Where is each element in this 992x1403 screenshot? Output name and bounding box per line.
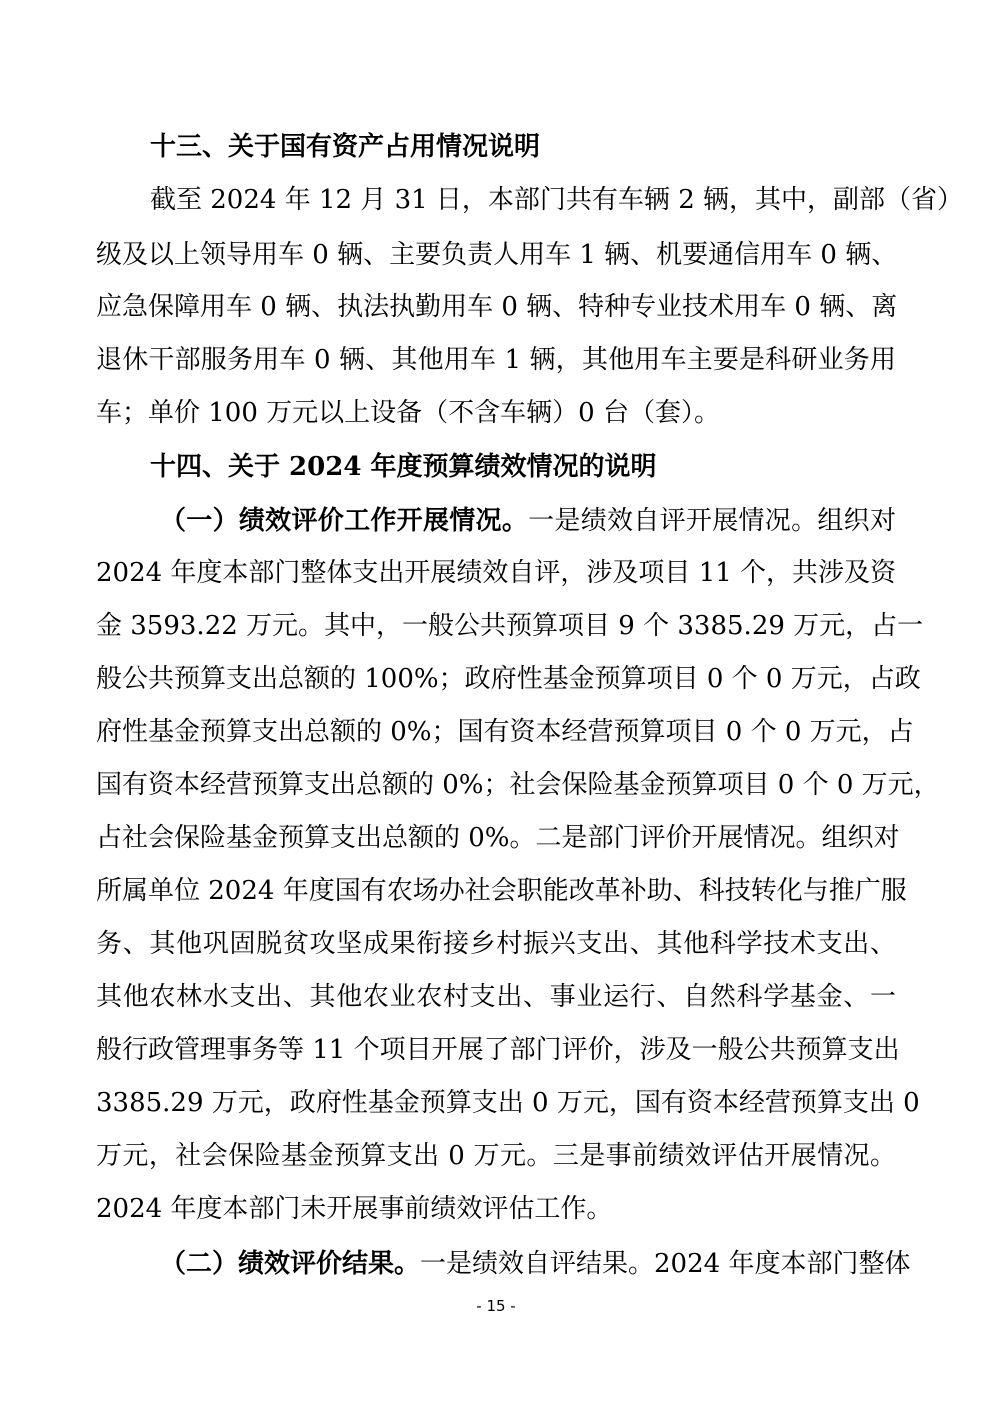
- page-number: - 15 -: [476, 1297, 516, 1315]
- section-14-paragraph-1-first-line: [160, 495, 896, 547]
- paragraph-2-first-line-text: 一是绩效自评结果。2024 年度本部门整体: [420, 1249, 911, 1279]
- paragraph-1-line: 府性基金预算支出总额的 0%；国有资本经营预算项目 0 个 0 万元，占: [96, 717, 914, 747]
- paragraph-1-line: 所属单位 2024 年度国有农场办社会职能改革补助、科技转化与推广服: [96, 876, 907, 906]
- section-14-heading: 十四、关于 2024 年度预算绩效情况的说明: [150, 452, 657, 482]
- subheading-performance-evaluation-work: （一）绩效评价工作开展情况。: [160, 506, 529, 536]
- paragraph-1-line: 3385.29 万元，政府性基金预算支出 0 万元，国有资本经营预算支出 0: [96, 1088, 920, 1118]
- section-13-line-2: 级及以上领导用车 0 辆、主要负责人用车 1 辆、机要通信用车 0 辆、: [96, 240, 898, 270]
- section-13-line-3: 应急保障用车 0 辆、执法执勤用车 0 辆、特种专业技术用车 0 辆、离: [96, 292, 898, 322]
- section-13-heading: 十三、关于国有资产占用情况说明: [150, 132, 541, 162]
- paragraph-1-line: 占社会保险基金预算支出总额的 0%。二是部门评价开展情况。组织对: [96, 823, 900, 853]
- section-13-line-5: 车；单价 100 万元以上设备（不含车辆）0 台（套）。: [96, 398, 720, 428]
- paragraph-1-line: 国有资本经营预算支出总额的 0%；社会保险基金预算项目 0 个 0 万元，: [96, 770, 940, 800]
- paragraph-1-line: 务、其他巩固脱贫攻坚成果衔接乡村振兴支出、其他科学技术支出、: [96, 929, 896, 959]
- paragraph-1-line: 般行政管理事务等 11 个项目开展了部门评价，涉及一般公共预算支出: [96, 1035, 900, 1065]
- subheading-performance-evaluation-results: （二）绩效评价结果。: [160, 1249, 421, 1279]
- section-13-line-4: 退休干部服务用车 0 辆、其他用车 1 辆，其他用车主要是科研业务用: [96, 345, 896, 375]
- section-13-line-1: 截至 2024 年 12 月 31 日，本部门共有车辆 2 辆，其中，副部（省）: [150, 185, 963, 215]
- paragraph-1-line: 2024 年度本部门整体支出开展绩效自评，涉及项目 11 个，共涉及资: [96, 558, 897, 588]
- paragraph-1-line: 其他农林水支出、其他农业农村支出、事业运行、自然科学基金、一: [96, 982, 896, 1012]
- section-14-paragraph-2-first-line: [160, 1238, 911, 1290]
- paragraph-1-first-line-text: 一是绩效自评开展情况。组织对: [528, 506, 896, 536]
- paragraph-1-line: 金 3593.22 万元。其中，一般公共预算项目 9 个 3385.29 万元，占一: [96, 611, 924, 641]
- paragraph-1-line: 般公共预算支出总额的 100%；政府性基金预算项目 0 个 0 万元，占政: [96, 664, 921, 694]
- paragraph-1-line: 2024 年度本部门未开展事前绩效评估工作。: [96, 1194, 613, 1224]
- paragraph-1-line: 万元，社会保险基金预算支出 0 万元。三是事前绩效评估开展情况。: [96, 1141, 896, 1171]
